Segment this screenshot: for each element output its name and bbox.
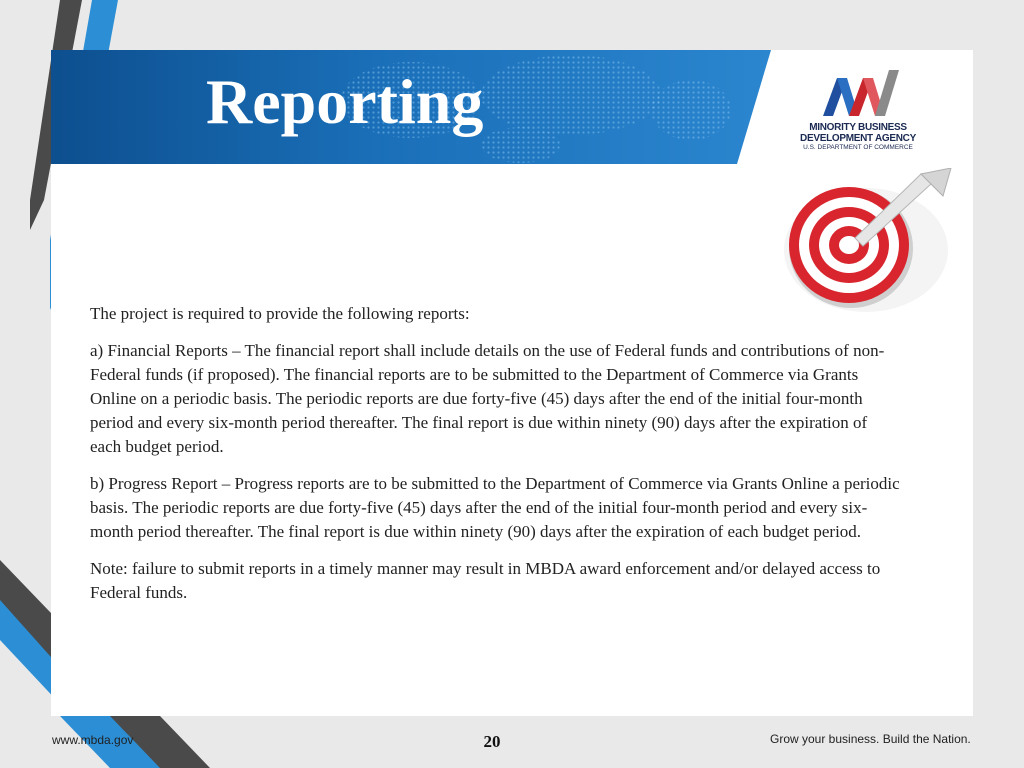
- report-requirements: [90, 302, 900, 618]
- progress-report-paragraph: b) Progress Report – Progress reports are to be submitted to the Department of Commerce via Grants Online a periodic basis. The periodic reports are due forty-five (45) days after the end of the initial four-month period and every six-month period thereafter. The final report is due within ninety (90) days after the expiration of each budget period.: [90, 474, 900, 541]
- intro-paragraph: The project is required to provide the following reports:: [90, 304, 470, 323]
- logo-line3: U.S. DEPARTMENT OF COMMERCE: [803, 144, 913, 151]
- slide-title: Reporting: [206, 66, 484, 137]
- mbda-logo-icon: [793, 64, 923, 120]
- target-icon: [771, 168, 961, 318]
- logo-line2: DEVELOPMENT AGENCY: [800, 133, 916, 144]
- page-number: 20: [483, 732, 501, 751]
- slide-panel: [51, 50, 973, 716]
- mbda-logo: [793, 64, 923, 154]
- note-paragraph: Note: failure to submit reports in a timely manner may result in MBDA award enforcement and/or delayed access to Federal funds.: [90, 559, 881, 602]
- footer-website: www.mbda.gov: [52, 733, 134, 747]
- logo-line1: MINORITY BUSINESS: [809, 122, 907, 133]
- footer-tagline: Grow your business. Build the Nation.: [770, 732, 971, 746]
- financial-reports-paragraph: a) Financial Reports – The financial report shall include details on the use of Federal funds and contributions of non-Federal funds (if proposed). The financial reports are to be submitted to the Department of Commerce via Grants Online on a periodic basis. The periodic reports are due forty-five (45) days after the end of the initial four-month period and every six-month period thereafter. The final report is due within ninety (90) days after the expiration of each budget period.: [90, 341, 885, 456]
